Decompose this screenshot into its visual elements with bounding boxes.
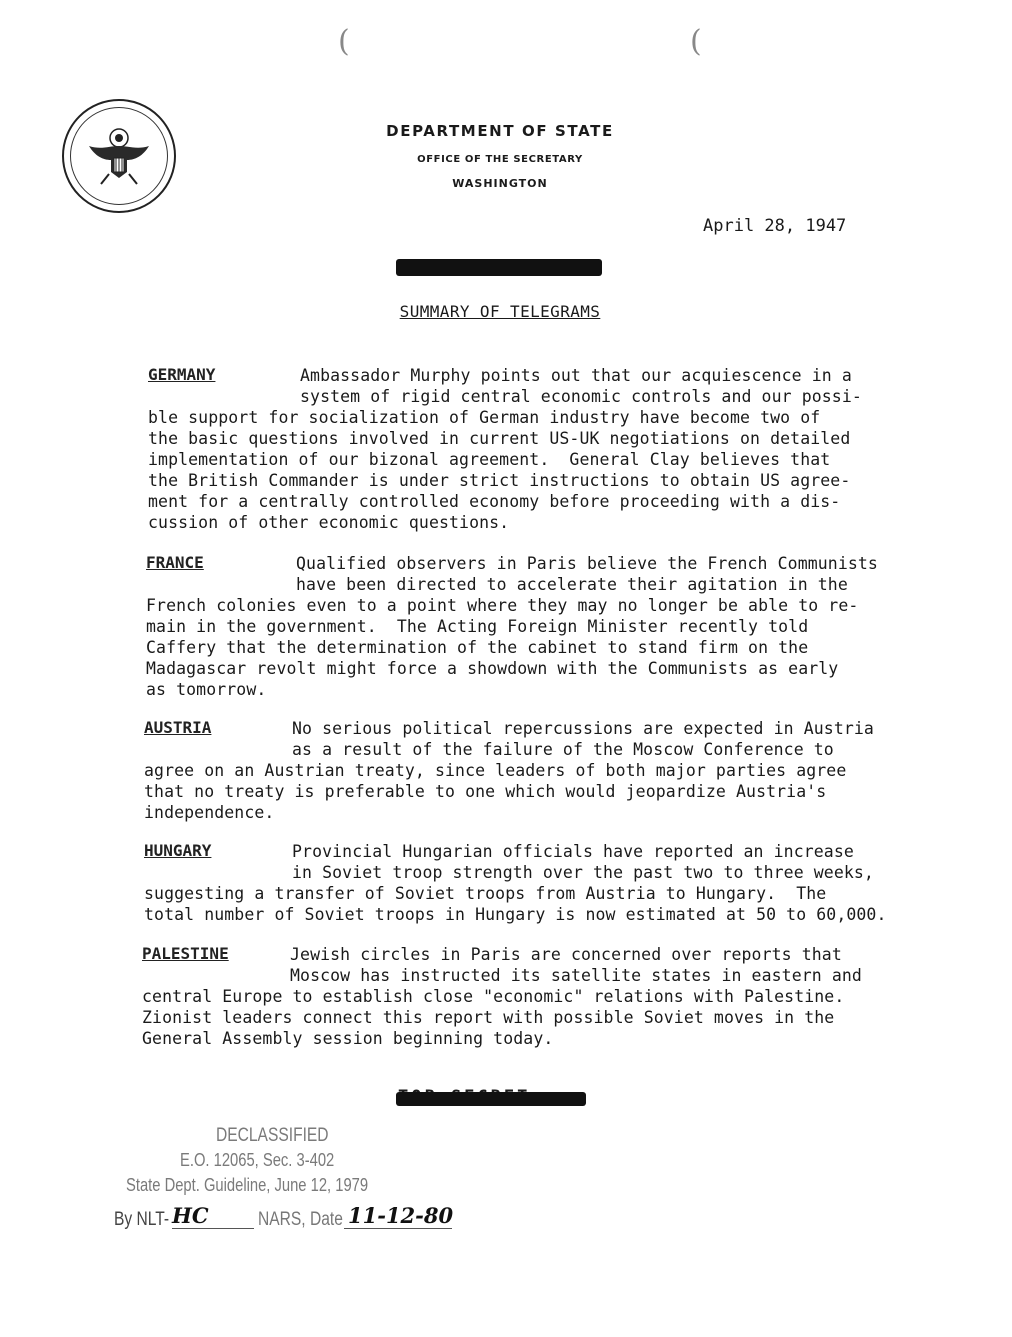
text-line: system of rigid central economic controls and our possi- bbox=[300, 387, 862, 406]
text-line: have been directed to accelerate their agitation in the bbox=[296, 575, 848, 594]
by-label: By NLT- bbox=[114, 1209, 170, 1230]
city-name: WASHINGTON bbox=[452, 177, 548, 190]
date-underline bbox=[344, 1228, 452, 1229]
text-line: in Soviet troop strength over the past two to three weeks, bbox=[292, 863, 874, 882]
reviewer-initials: HC bbox=[172, 1203, 209, 1228]
nars-date-label: NARS, Date bbox=[258, 1209, 343, 1230]
text-line: agree on an Austrian treaty, since leaders of both major parties agree bbox=[144, 761, 847, 780]
text-line: Qualified observers in Paris believe the French Communists bbox=[296, 554, 878, 573]
text-line: Zionist leaders connect this report with possible Soviet moves in the bbox=[142, 1008, 835, 1027]
text-line: that no treaty is preferable to one which would jeopardize Austria's bbox=[144, 782, 827, 801]
text-line: total number of Soviet troops in Hungary is now estimated at 50 to 60,000. bbox=[144, 905, 887, 924]
text-line: as a result of the failure of the Moscow Conference to bbox=[292, 740, 834, 759]
text-line: suggesting a transfer of Soviet troops from Austria to Hungary. The bbox=[144, 884, 827, 903]
handwritten-date: 11-12-80 bbox=[348, 1203, 454, 1228]
text-line: French colonies even to a point where they may no longer be able to re- bbox=[146, 596, 859, 615]
text-line: Provincial Hungarian officials have reported an increase bbox=[292, 842, 854, 861]
text-line: cussion of other economic questions. bbox=[148, 513, 510, 532]
document-title: SUMMARY OF TELEGRAMS bbox=[399, 302, 601, 321]
text-line: Madagascar revolt might force a showdown with the Communists as early bbox=[146, 659, 839, 678]
section-label: PALESTINE bbox=[142, 944, 229, 963]
executive-order-line: E.O. 12065, Sec. 3-402 bbox=[180, 1150, 335, 1170]
initials-underline bbox=[172, 1228, 254, 1229]
redaction-bar bbox=[396, 1092, 586, 1106]
text-line: as tomorrow. bbox=[146, 680, 267, 699]
text-line: Moscow has instructed its satellite states in eastern and bbox=[290, 966, 862, 985]
text-line: No serious political repercussions are expected in Austria bbox=[292, 719, 874, 738]
declassified-stamp: DECLASSIFIED bbox=[216, 1125, 329, 1146]
text-line: Ambassador Murphy points out that our acquiescence in a bbox=[300, 366, 852, 385]
department-name: DEPARTMENT OF STATE bbox=[386, 122, 614, 140]
text-line: General Assembly session beginning today. bbox=[142, 1029, 554, 1048]
text-line: ment for a centrally controlled economy before proceeding with a dis- bbox=[148, 492, 841, 511]
text-line: independence. bbox=[144, 803, 275, 822]
redaction-bar bbox=[396, 259, 602, 276]
text-line: ble support for socialization of German industry have become two of bbox=[148, 408, 821, 427]
section-label: FRANCE bbox=[146, 553, 204, 572]
text-line: central Europe to establish close "economic" relations with Palestine. bbox=[142, 987, 845, 1006]
text-line: the British Commander is under strict instructions to obtain US agree- bbox=[148, 471, 851, 490]
office-name: OFFICE OF THE SECRETARY bbox=[417, 154, 583, 165]
text-line: Jewish circles in Paris are concerned over reports that bbox=[290, 945, 842, 964]
scan-mark: ( bbox=[690, 24, 702, 59]
section-label: HUNGARY bbox=[144, 841, 212, 860]
document-date: April 28, 1947 bbox=[703, 216, 847, 236]
section-label: GERMANY bbox=[148, 365, 216, 384]
text-line: implementation of our bizonal agreement. General Clay believes that bbox=[148, 450, 831, 469]
text-line: Caffery that the determination of the cabinet to stand firm on the bbox=[146, 638, 809, 657]
scan-mark: ( bbox=[338, 24, 350, 59]
text-line: the basic questions involved in current US-UK negotiations on detailed bbox=[148, 429, 851, 448]
section-label: AUSTRIA bbox=[144, 718, 212, 737]
guideline-line: State Dept. Guideline, June 12, 1979 bbox=[126, 1175, 369, 1195]
text-line: main in the government. The Acting Foreign Minister recently told bbox=[146, 617, 809, 636]
